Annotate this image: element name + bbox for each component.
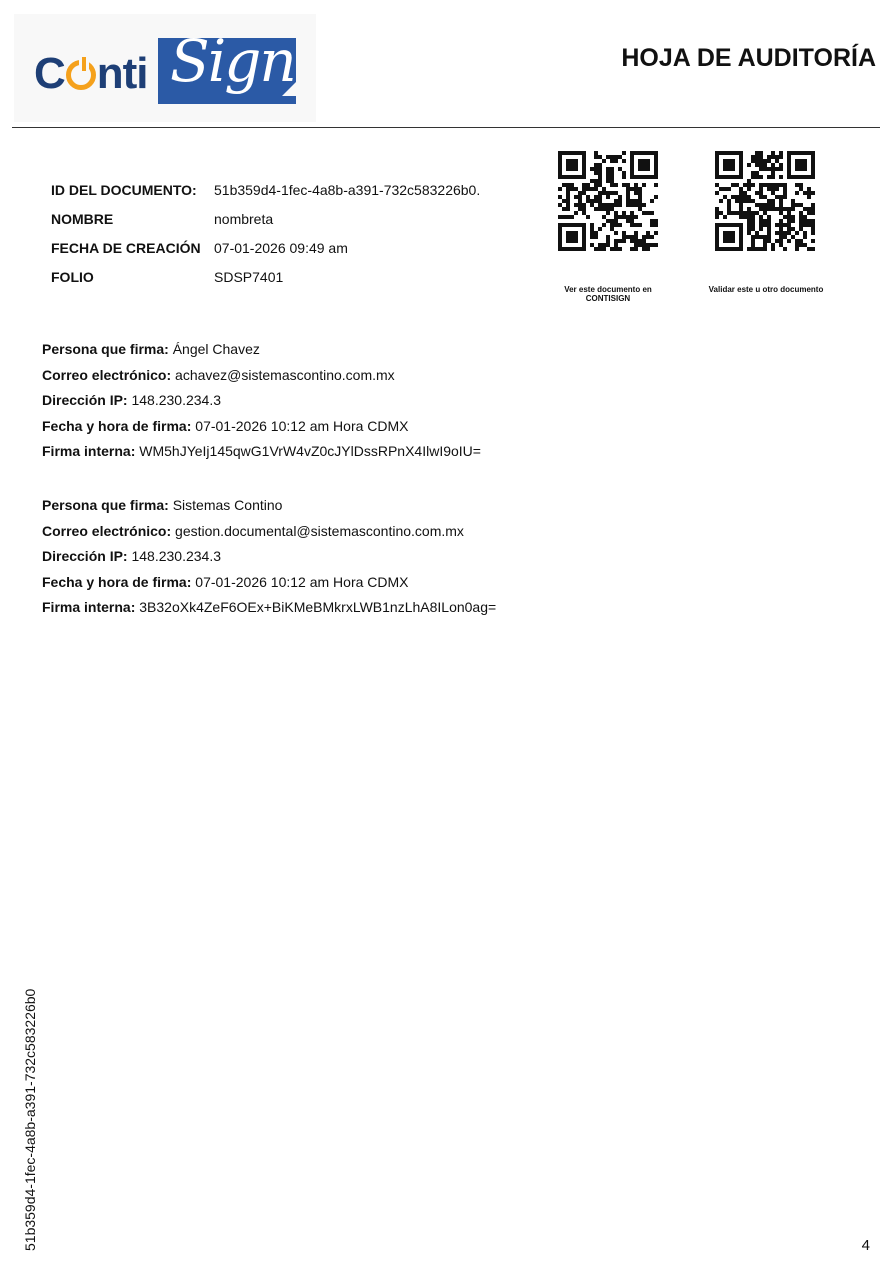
signer-ip (42, 546, 496, 572)
signer-email-label: Correo electrónico: (42, 522, 172, 539)
signer-datetime-label: Fecha y hora de firma: (42, 417, 192, 434)
signer-signature-label: Firma interna: (42, 443, 136, 459)
signer-email (42, 521, 496, 547)
signer-signature-value: 3B32oXk4ZeF6OEx+BiKMeBMkrxLWB1nzLhA8ILon0ag= (139, 599, 497, 615)
signer-person-value: Ángel Chavez (172, 341, 260, 357)
signer-email-value: gestion.documental@sistemascontino.com.mx (175, 522, 464, 539)
contisign-logo (14, 14, 316, 122)
signer-datetime (42, 572, 496, 598)
creation-date-label: FECHA DE CREACIÓN (51, 240, 201, 256)
power-icon (66, 60, 96, 90)
document-name-label: NOMBRE (51, 211, 114, 227)
signer-person-label: Persona que firma: (42, 497, 169, 513)
signer-person (42, 339, 481, 365)
signer-person-label: Persona que firma: (42, 341, 169, 357)
signer-email-label: Correo electrónico: (42, 366, 172, 383)
logo-word-rest: nti (96, 49, 148, 98)
signer-signature-label: Firma interna: (42, 599, 136, 615)
signer-ip-label: Dirección IP: (42, 392, 128, 408)
document-id-value: 51b359d4-1fec-4a8b-a391-732c583226b0. (214, 182, 481, 198)
signer-signature (42, 597, 496, 623)
header-divider (12, 127, 880, 128)
signer-block-2 (42, 495, 496, 623)
validate-document-qr-code-icon[interactable] (715, 151, 815, 251)
signer-datetime (42, 416, 481, 442)
signer-person-value: Sistemas Contino (172, 497, 283, 513)
signer-email (42, 365, 481, 391)
creation-date-value: 07-01-2026 09:49 am (214, 240, 348, 256)
document-name-value: nombreta (214, 211, 274, 227)
signer-datetime-value: 07-01-2026 10:12 am Hora CDMX (195, 573, 409, 590)
signer-email-value: achavez@sistemascontino.com.mx (175, 366, 395, 383)
signer-signature (42, 441, 481, 467)
logo-word-c: C (34, 49, 65, 98)
signer-person (42, 495, 496, 521)
document-id-label: ID DEL DOCUMENTO: (51, 182, 197, 198)
signer-datetime-label: Fecha y hora de firma: (42, 573, 192, 590)
side-document-id: 51b359d4-1fec-4a8b-a391-732c583226b0 (22, 988, 38, 1251)
view-document-qr-code-icon[interactable] (558, 151, 658, 251)
signer-datetime-value: 07-01-2026 10:12 am Hora CDMX (195, 417, 409, 434)
page-title: HOJA DE AUDITORÍA (621, 44, 876, 72)
signer-block-1 (42, 339, 481, 467)
folio-value: SDSP7401 (214, 269, 284, 285)
signer-ip (42, 390, 481, 416)
signer-ip-label: Dirección IP: (42, 548, 128, 564)
signer-signature-value: WM5hJYeIj145qwG1VrW4vZ0cJYlDssRPnX4IlwI9oIU= (139, 443, 481, 459)
logo-script-text: Sign (170, 27, 295, 95)
view-document-qr-caption: Ver este documento en CONTISIGN (564, 285, 652, 303)
signer-ip-value: 148.230.234.3 (131, 548, 222, 564)
logo-word (34, 50, 148, 98)
signer-ip-value: 148.230.234.3 (131, 392, 222, 408)
validate-document-qr-caption: Validar este u otro documento (708, 285, 824, 294)
page-number: 4 (861, 1237, 870, 1254)
folio-label: FOLIO (51, 269, 94, 285)
